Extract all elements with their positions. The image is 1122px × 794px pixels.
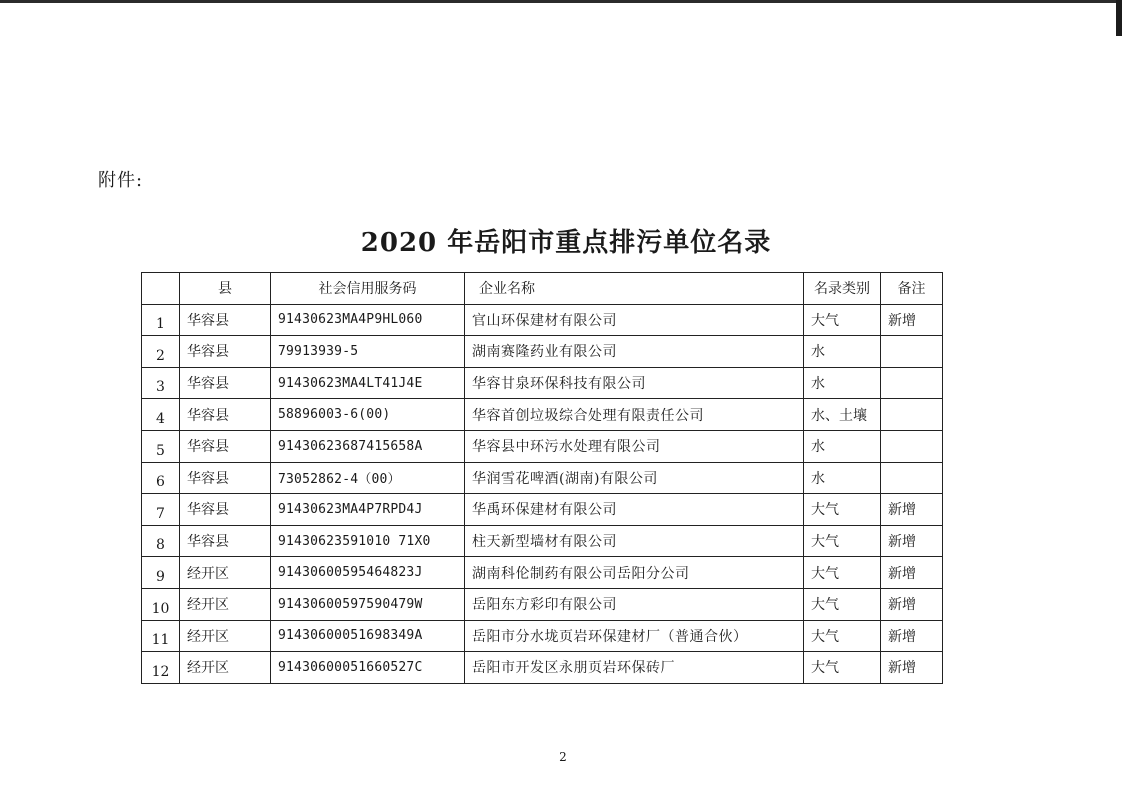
table-row — [142, 462, 943, 494]
county-cell: 经开区 — [180, 620, 271, 652]
county-cell: 华容县 — [180, 399, 271, 431]
table-row — [142, 399, 943, 431]
remark-cell: 新增 — [881, 525, 943, 557]
credit-code-cell: 91430600595464823J — [271, 557, 465, 589]
credit-code-cell: 58896003-6(00) — [271, 399, 465, 431]
remark-cell: 新增 — [881, 304, 943, 336]
header-company: 企业名称 — [465, 273, 804, 305]
header-number — [142, 273, 180, 305]
company-name-cell: 华容甘泉环保科技有限公司 — [465, 367, 804, 399]
row-number: 10 — [142, 588, 180, 620]
company-name-cell: 华润雪花啤酒(湖南)有限公司 — [465, 462, 804, 494]
company-name-cell: 华容首创垃圾综合处理有限责任公司 — [465, 399, 804, 431]
credit-code-cell: 79913939-5 — [271, 336, 465, 368]
table-row — [142, 304, 943, 336]
category-cell: 大气 — [804, 304, 881, 336]
category-cell: 大气 — [804, 494, 881, 526]
table-row — [142, 367, 943, 399]
category-cell: 水、土壤 — [804, 399, 881, 431]
remark-cell — [881, 462, 943, 494]
header-category: 名录类别 — [804, 273, 881, 305]
county-cell: 华容县 — [180, 336, 271, 368]
row-number: 8 — [142, 525, 180, 557]
header-credit-code: 社会信用服务码 — [271, 273, 465, 305]
company-name-cell: 官山环保建材有限公司 — [465, 304, 804, 336]
credit-code-cell: 91430600051698349A — [271, 620, 465, 652]
table-row — [142, 430, 943, 462]
table-row — [142, 336, 943, 368]
company-name-cell: 华容县中环污水处理有限公司 — [465, 430, 804, 462]
table-header-row — [142, 273, 943, 305]
table-row — [142, 620, 943, 652]
credit-code-cell: 91430600051660527C — [271, 652, 465, 684]
county-cell: 华容县 — [180, 367, 271, 399]
credit-code-cell: 73052862-4（00） — [271, 462, 465, 494]
company-name-cell: 湖南赛隆药业有限公司 — [465, 336, 804, 368]
header-remarks: 备注 — [881, 273, 943, 305]
remark-cell: 新增 — [881, 620, 943, 652]
credit-code-cell: 91430623687415658A — [271, 430, 465, 462]
row-number: 4 — [142, 399, 180, 431]
table-row — [142, 557, 943, 589]
county-cell: 华容县 — [180, 462, 271, 494]
document-title: 2020 年岳阳市重点排污单位名录 — [360, 228, 772, 258]
company-name-cell: 岳阳市分水垅页岩环保建材厂（普通合伙） — [465, 620, 804, 652]
remark-cell: 新增 — [881, 652, 943, 684]
category-cell: 大气 — [804, 588, 881, 620]
scan-edge-top — [0, 0, 1122, 3]
category-cell: 大气 — [804, 557, 881, 589]
category-cell: 水 — [804, 462, 881, 494]
row-number: 9 — [142, 557, 180, 589]
header-county: 县 — [180, 273, 271, 305]
county-cell: 经开区 — [180, 557, 271, 589]
row-number: 2 — [142, 336, 180, 368]
category-cell: 水 — [804, 430, 881, 462]
remark-cell: 新增 — [881, 557, 943, 589]
county-cell: 华容县 — [180, 430, 271, 462]
credit-code-cell: 91430623MA4P7RPD4J — [271, 494, 465, 526]
row-number: 12 — [142, 652, 180, 684]
table-row — [142, 525, 943, 557]
county-cell: 经开区 — [180, 588, 271, 620]
company-name-cell: 湖南科伦制药有限公司岳阳分公司 — [465, 557, 804, 589]
company-name-cell: 岳阳东方彩印有限公司 — [465, 588, 804, 620]
remark-cell — [881, 367, 943, 399]
table-row — [142, 652, 943, 684]
scan-edge-right — [1116, 0, 1122, 36]
page-number: 2 — [559, 750, 567, 764]
credit-code-cell: 91430623MA4P9HL060 — [271, 304, 465, 336]
row-number: 11 — [142, 620, 180, 652]
company-name-cell: 柱天新型墙材有限公司 — [465, 525, 804, 557]
company-name-cell: 华禹环保建材有限公司 — [465, 494, 804, 526]
category-cell: 水 — [804, 336, 881, 368]
credit-code-cell: 91430623MA4LT41J4E — [271, 367, 465, 399]
credit-code-cell: 91430600597590479W — [271, 588, 465, 620]
attachment-label: 附件: — [98, 170, 144, 191]
category-cell: 水 — [804, 367, 881, 399]
county-cell: 华容县 — [180, 494, 271, 526]
row-number: 5 — [142, 430, 180, 462]
remark-cell — [881, 399, 943, 431]
county-cell: 经开区 — [180, 652, 271, 684]
row-number: 7 — [142, 494, 180, 526]
table-body — [142, 304, 943, 683]
company-name-cell: 岳阳市开发区永朋页岩环保砖厂 — [465, 652, 804, 684]
remark-cell: 新增 — [881, 494, 943, 526]
table-row — [142, 494, 943, 526]
category-cell: 大气 — [804, 525, 881, 557]
category-cell: 大气 — [804, 620, 881, 652]
row-number: 3 — [142, 367, 180, 399]
remark-cell: 新增 — [881, 588, 943, 620]
row-number: 1 — [142, 304, 180, 336]
county-cell: 华容县 — [180, 525, 271, 557]
remark-cell — [881, 430, 943, 462]
table-row — [142, 588, 943, 620]
remark-cell — [881, 336, 943, 368]
polluter-registry-table — [141, 272, 943, 684]
county-cell: 华容县 — [180, 304, 271, 336]
row-number: 6 — [142, 462, 180, 494]
credit-code-cell: 91430623591010 71X0 — [271, 525, 465, 557]
category-cell: 大气 — [804, 652, 881, 684]
